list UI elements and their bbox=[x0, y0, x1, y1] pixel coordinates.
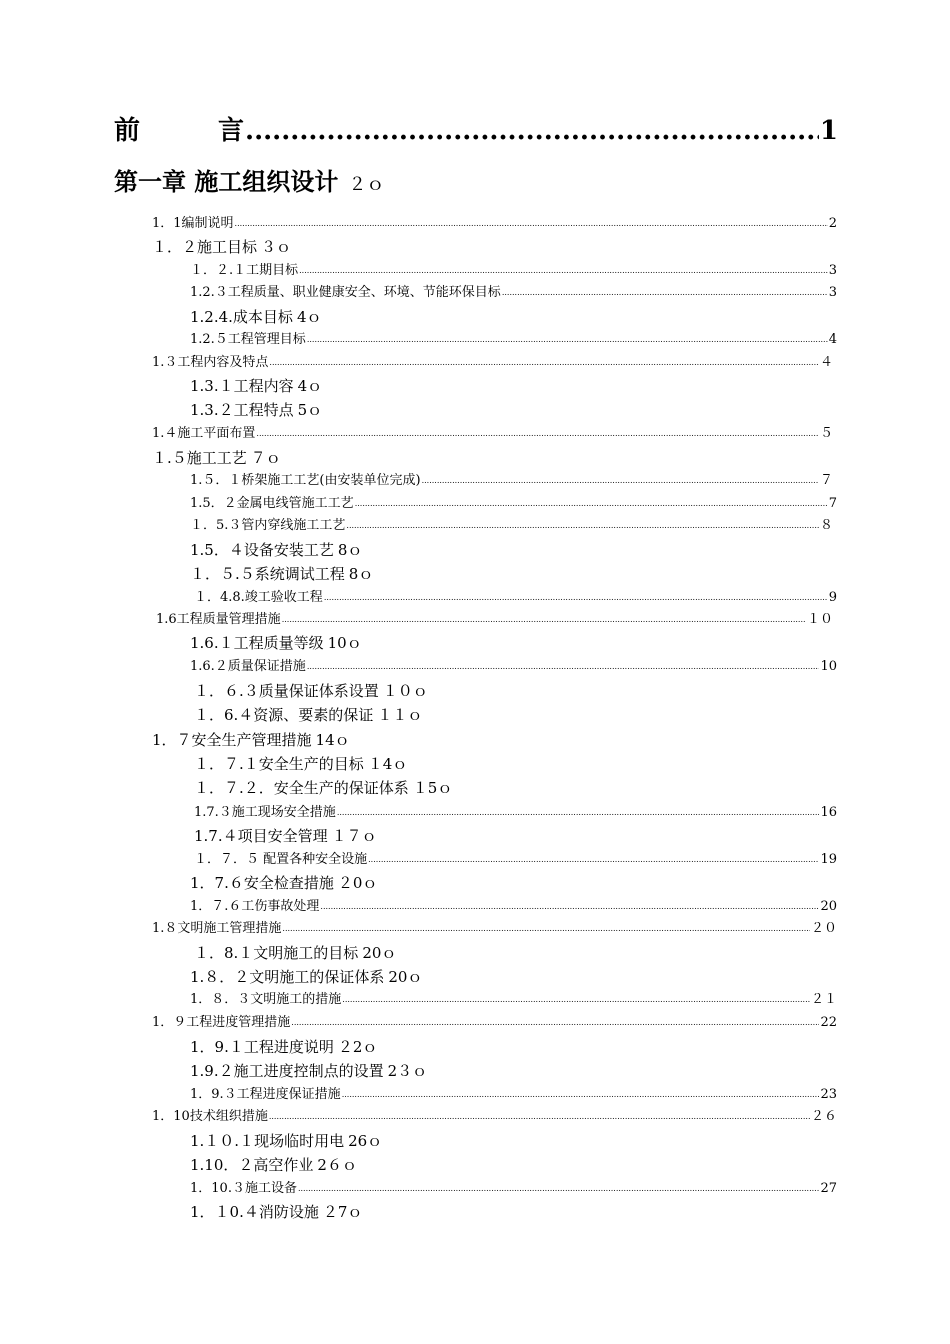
toc-leader bbox=[355, 497, 828, 510]
toc-page-number: 20ｏ bbox=[362, 944, 397, 962]
toc-page-number: １１ｏ bbox=[377, 706, 423, 724]
toc-label: １．６.３质量保证体系设置 bbox=[194, 682, 379, 700]
toc-entry[interactable] bbox=[194, 757, 407, 772]
toc-label: １.５施工工艺 bbox=[152, 449, 247, 467]
toc-label: 1．7.６安全检查措施 bbox=[190, 874, 334, 892]
toc-entry[interactable] bbox=[190, 403, 322, 418]
toc-page-number: ２６ bbox=[810, 1109, 837, 1124]
toc-entry[interactable] bbox=[190, 1158, 357, 1173]
toc-label: 1．10.３施工设备 bbox=[190, 1181, 297, 1196]
toc-label: １．７.２．安全生产的保证体系 bbox=[194, 779, 409, 797]
toc-leader bbox=[269, 356, 819, 369]
toc-label: 1.7.４项目安全管理 bbox=[194, 827, 328, 845]
toc-entry[interactable] bbox=[190, 993, 837, 1006]
toc-entry[interactable] bbox=[190, 379, 322, 394]
toc-entry[interactable] bbox=[152, 427, 833, 440]
toc-page-number: ８ bbox=[819, 518, 833, 533]
toc-entry[interactable] bbox=[190, 310, 321, 325]
toc-entry[interactable] bbox=[190, 900, 837, 913]
toc-label: 1．７.６工伤事故处理 bbox=[190, 899, 320, 914]
toc-page-number: 22 bbox=[820, 1015, 837, 1030]
toc-page-number: ２１ bbox=[810, 992, 837, 1007]
toc-page-number: ２0ｏ bbox=[337, 874, 378, 892]
toc-page-number: 27 bbox=[820, 1181, 837, 1196]
toc-page-number: 3 bbox=[828, 285, 837, 300]
toc-entry[interactable] bbox=[194, 829, 377, 844]
toc-entry[interactable] bbox=[152, 217, 837, 230]
toc-page-number: 5ｏ bbox=[297, 401, 323, 419]
toc-entry[interactable] bbox=[194, 853, 837, 866]
toc-entry[interactable] bbox=[194, 708, 422, 723]
toc-page-number: １７ｏ bbox=[331, 827, 377, 845]
toc-page-number: 23 bbox=[820, 1087, 837, 1102]
toc-page-number: ２2ｏ bbox=[337, 1038, 378, 1056]
toc-page-number: ２０ bbox=[810, 921, 837, 936]
toc-entry[interactable] bbox=[190, 1088, 837, 1101]
toc-page-number: ４ bbox=[819, 355, 833, 370]
toc-entry[interactable] bbox=[190, 1134, 382, 1149]
toc-label: 1.6工程质量管理措施 bbox=[156, 612, 281, 627]
toc-label: １．７.１安全生产的目标 bbox=[194, 755, 364, 773]
toc-entry[interactable] bbox=[194, 806, 837, 819]
toc-label: 1.3.２工程特点 bbox=[190, 401, 294, 419]
toc-leader bbox=[320, 900, 819, 913]
toc-label: 1.6.１工程质量等级 bbox=[190, 634, 324, 652]
toc-entry[interactable] bbox=[152, 240, 291, 255]
toc-leader bbox=[256, 427, 819, 440]
toc-preface[interactable] bbox=[114, 118, 838, 144]
toc-label: 1.１０.１现场临时用电 bbox=[190, 1132, 345, 1150]
toc-page-number: 9 bbox=[828, 590, 837, 605]
toc-label: １．4.8.竣工验收工程 bbox=[194, 590, 323, 605]
toc-leader bbox=[298, 1182, 820, 1195]
toc-entry[interactable] bbox=[152, 922, 837, 935]
toc-entry[interactable] bbox=[152, 451, 281, 466]
toc-label: 1.５．１桥架施工工艺(由安装单位完成) bbox=[190, 473, 421, 488]
toc-leader bbox=[342, 993, 810, 1006]
toc-entry[interactable] bbox=[156, 613, 833, 626]
toc-entry[interactable] bbox=[152, 733, 350, 748]
toc-entry[interactable] bbox=[190, 876, 377, 891]
toc-entry[interactable] bbox=[190, 497, 837, 510]
toc-label: 1.10．２高空作业 bbox=[190, 1156, 314, 1174]
toc-label: 1.３工程内容及特点 bbox=[152, 355, 269, 370]
toc-leader bbox=[342, 1088, 820, 1101]
toc-label: 1．９工程进度管理措施 bbox=[152, 1015, 291, 1030]
toc-label: 1.2.３工程质量、职业健康安全、环境、节能环保目标 bbox=[190, 285, 501, 300]
toc-page-number: 10 bbox=[820, 659, 837, 674]
toc-page-number: ２7ｏ bbox=[322, 1203, 363, 1221]
toc-chapter-1[interactable] bbox=[114, 167, 385, 196]
toc-page-number: 8ｏ bbox=[348, 565, 374, 583]
toc-entry[interactable] bbox=[190, 543, 362, 558]
toc-label: 1．10技术组织措施 bbox=[152, 1109, 268, 1124]
toc-entry[interactable] bbox=[190, 1205, 362, 1220]
toc-page-number: 8ｏ bbox=[337, 541, 363, 559]
toc-entry[interactable] bbox=[152, 356, 833, 369]
toc-label: 1.3.１工程内容 bbox=[190, 377, 294, 395]
toc-leader bbox=[346, 519, 819, 532]
toc-label: 1．9.１工程进度说明 bbox=[190, 1038, 334, 1056]
toc-page-number: ７ｏ bbox=[250, 449, 281, 467]
toc-leader bbox=[324, 591, 828, 604]
toc-leader bbox=[269, 1110, 810, 1123]
toc-entry[interactable] bbox=[194, 781, 452, 796]
toc-page-number: １5ｏ bbox=[412, 779, 453, 797]
toc-page-number: 4 bbox=[828, 332, 837, 347]
toc-leader bbox=[307, 333, 828, 346]
toc-page-number: 16 bbox=[820, 805, 837, 820]
toc-leader bbox=[282, 922, 810, 935]
toc-leader bbox=[337, 806, 820, 819]
toc-entry[interactable] bbox=[190, 1064, 427, 1079]
toc-page-number: 1 bbox=[819, 116, 838, 146]
toc-entry[interactable] bbox=[190, 519, 833, 532]
toc-label: １．５.５系统调试工程 bbox=[190, 565, 345, 583]
toc-leader bbox=[299, 264, 828, 277]
toc-label: 1.5．４设备安装工艺 bbox=[190, 541, 334, 559]
toc-label: １．8.１文明施工的目标 bbox=[194, 944, 359, 962]
toc-entry[interactable] bbox=[190, 474, 833, 487]
toc-label: 前 言 bbox=[114, 116, 245, 146]
toc-page-number: 19 bbox=[820, 852, 837, 867]
toc-page-number: 20ｏ bbox=[388, 968, 423, 986]
toc-page-number: ３ｏ bbox=[261, 238, 292, 256]
toc-page-number: 10ｏ bbox=[327, 634, 362, 652]
toc-leader bbox=[291, 1016, 819, 1029]
toc-entry[interactable] bbox=[190, 264, 837, 277]
toc-label: 1．1编制说明 bbox=[152, 216, 234, 231]
toc-label: １．２施工目标 bbox=[152, 238, 258, 256]
toc-label: 1．9.３工程进度保证措施 bbox=[190, 1087, 341, 1102]
toc-page-number: 26ｏ bbox=[348, 1132, 383, 1150]
toc-entry[interactable] bbox=[190, 970, 422, 985]
toc-label: 1．８．３文明施工的措施 bbox=[190, 992, 342, 1007]
toc-leader bbox=[235, 217, 828, 230]
toc-label: 1.８文明施工管理措施 bbox=[152, 921, 282, 936]
toc-label: １．２.１工期目标 bbox=[190, 263, 299, 278]
toc-page-number: 2 bbox=[828, 216, 837, 231]
toc-entry[interactable] bbox=[194, 591, 837, 604]
toc-page-number: 4ｏ bbox=[296, 308, 322, 326]
toc-page-number: ７ bbox=[819, 473, 833, 488]
toc-entry[interactable] bbox=[190, 636, 362, 651]
toc-label: 1.7.３施工现场安全措施 bbox=[194, 805, 336, 820]
toc-page-number: １０ｏ bbox=[382, 682, 428, 700]
toc-page-number: １4ｏ bbox=[367, 755, 408, 773]
toc-entry[interactable] bbox=[190, 1182, 837, 1195]
toc-label: 1．７安全生产管理措施 bbox=[152, 731, 312, 749]
toc-leader bbox=[245, 118, 819, 144]
toc-label: 1.9.２施工进度控制点的设置 bbox=[190, 1062, 384, 1080]
toc-label: １．5.３管内穿线施工工艺 bbox=[190, 518, 346, 533]
toc-entry[interactable] bbox=[190, 286, 837, 299]
toc-page-number: 20 bbox=[820, 899, 837, 914]
toc-label: 1.5．２金属电线管施工工艺 bbox=[190, 496, 354, 511]
toc-entry[interactable] bbox=[190, 1040, 377, 1055]
toc-leader bbox=[502, 286, 828, 299]
toc-page-number: 3 bbox=[828, 263, 837, 278]
toc-page-number: １０ bbox=[806, 612, 833, 627]
toc-label: 1.6.２质量保证措施 bbox=[190, 659, 306, 674]
toc-entry[interactable] bbox=[152, 1016, 837, 1029]
toc-leader bbox=[368, 853, 819, 866]
toc-leader bbox=[422, 474, 819, 487]
toc-page-number: 7 bbox=[828, 496, 837, 511]
toc-entry[interactable] bbox=[190, 660, 837, 673]
toc-page-number: 2６ｏ bbox=[317, 1156, 357, 1174]
toc-label: 第一章 施工组织设计 bbox=[114, 167, 339, 196]
toc-label: 1.４施工平面布置 bbox=[152, 426, 256, 441]
toc-page-number: 4ｏ bbox=[297, 377, 323, 395]
toc-label: １．6.４资源、要素的保证 bbox=[194, 706, 374, 724]
toc-entry[interactable] bbox=[152, 1110, 837, 1123]
toc-entry[interactable] bbox=[194, 946, 396, 961]
toc-label: １．７．５ 配置各种安全设施 bbox=[194, 852, 368, 867]
toc-label: 1．１0.４消防设施 bbox=[190, 1203, 319, 1221]
toc-entry[interactable] bbox=[190, 567, 373, 582]
toc-leader bbox=[307, 660, 820, 673]
toc-label: 1.８．２文明施工的保证体系 bbox=[190, 968, 385, 986]
toc-entry[interactable] bbox=[190, 333, 837, 346]
toc-page-number: 14ｏ bbox=[315, 731, 350, 749]
toc-page-number: 2３ｏ bbox=[387, 1062, 428, 1080]
toc-page-number: ５ bbox=[819, 426, 833, 441]
toc-page-number: ２ｏ bbox=[348, 174, 385, 195]
toc-label: 1.2.4.成本目标 bbox=[190, 308, 293, 326]
toc-entry[interactable] bbox=[194, 684, 428, 699]
toc-label: 1.2.５工程管理目标 bbox=[190, 332, 306, 347]
toc-leader bbox=[282, 613, 806, 626]
